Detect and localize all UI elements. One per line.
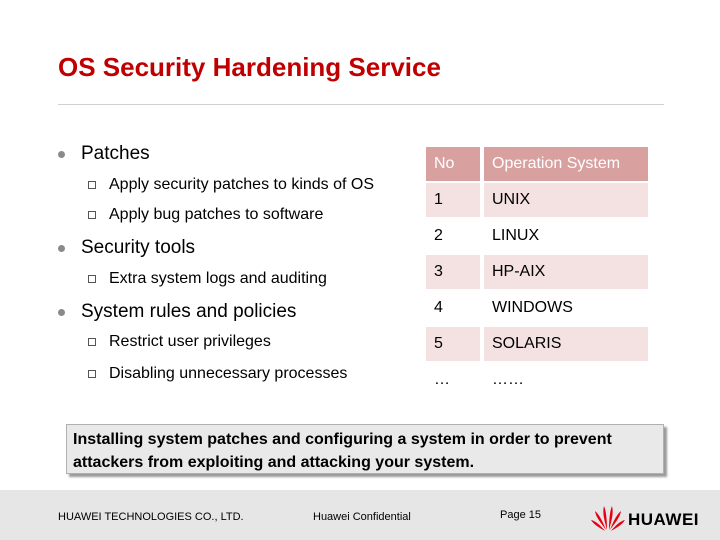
table-header-row bbox=[426, 147, 648, 181]
table-cell-no: 4 bbox=[426, 291, 480, 325]
table-cell-no: 5 bbox=[426, 327, 480, 361]
square-bullet-icon bbox=[88, 338, 96, 346]
os-table bbox=[426, 145, 648, 399]
page-number: Page 15 bbox=[500, 509, 541, 521]
table-cell-os: …… bbox=[484, 363, 648, 397]
square-bullet-icon bbox=[88, 370, 96, 378]
subitem-label: Apply security patches to kinds of OS bbox=[109, 176, 375, 193]
huawei-logo bbox=[590, 500, 700, 534]
table-header-no: No bbox=[426, 147, 480, 181]
square-bullet-icon bbox=[88, 275, 96, 283]
table-cell-os: WINDOWS bbox=[484, 291, 648, 325]
bullet-dot-icon bbox=[58, 309, 65, 316]
subitem-label: Restrict user privileges bbox=[109, 333, 271, 350]
table-row bbox=[426, 219, 648, 253]
summary-callout bbox=[66, 424, 664, 474]
table-cell-no: 2 bbox=[426, 219, 480, 253]
slide-title: OS Security Hardening Service bbox=[58, 52, 441, 82]
table-cell-no: 3 bbox=[426, 255, 480, 289]
square-bullet-icon bbox=[88, 211, 96, 219]
title-divider bbox=[58, 104, 664, 105]
bullet-label: System rules and policies bbox=[81, 301, 297, 322]
huawei-flower-icon bbox=[590, 500, 626, 534]
table-row bbox=[426, 327, 648, 361]
table-cell-os: LINUX bbox=[484, 219, 648, 253]
table-cell-no: … bbox=[426, 363, 480, 397]
table-cell-os: HP-AIX bbox=[484, 255, 648, 289]
subitem-label: Apply bug patches to software bbox=[109, 206, 324, 223]
footer-confidential: Huawei Confidential bbox=[313, 511, 411, 523]
subitem-label: Extra system logs and auditing bbox=[109, 270, 327, 287]
bullet-dot-icon bbox=[58, 151, 65, 158]
square-bullet-icon bbox=[88, 181, 96, 189]
footer-company: HUAWEI TECHNOLOGIES CO., LTD. bbox=[58, 511, 244, 523]
table-cell-no: 1 bbox=[426, 183, 480, 217]
table-row bbox=[426, 291, 648, 325]
table-row bbox=[426, 255, 648, 289]
subitem-label: Disabling unnecessary processes bbox=[109, 365, 348, 382]
bullet-label: Patches bbox=[81, 143, 150, 164]
bullet-label: Security tools bbox=[81, 237, 196, 258]
bullet-dot-icon bbox=[58, 245, 65, 252]
logo-wordmark: HUAWEI bbox=[628, 510, 699, 529]
table-row bbox=[426, 363, 648, 397]
callout-text: Installing system patches and configuring a system in order to prevent attackers from exploiting and attacking your system. bbox=[73, 431, 612, 471]
table-row bbox=[426, 183, 648, 217]
table-cell-os: SOLARIS bbox=[484, 327, 648, 361]
table-cell-os: UNIX bbox=[484, 183, 648, 217]
table-header-os: Operation System bbox=[484, 147, 648, 181]
